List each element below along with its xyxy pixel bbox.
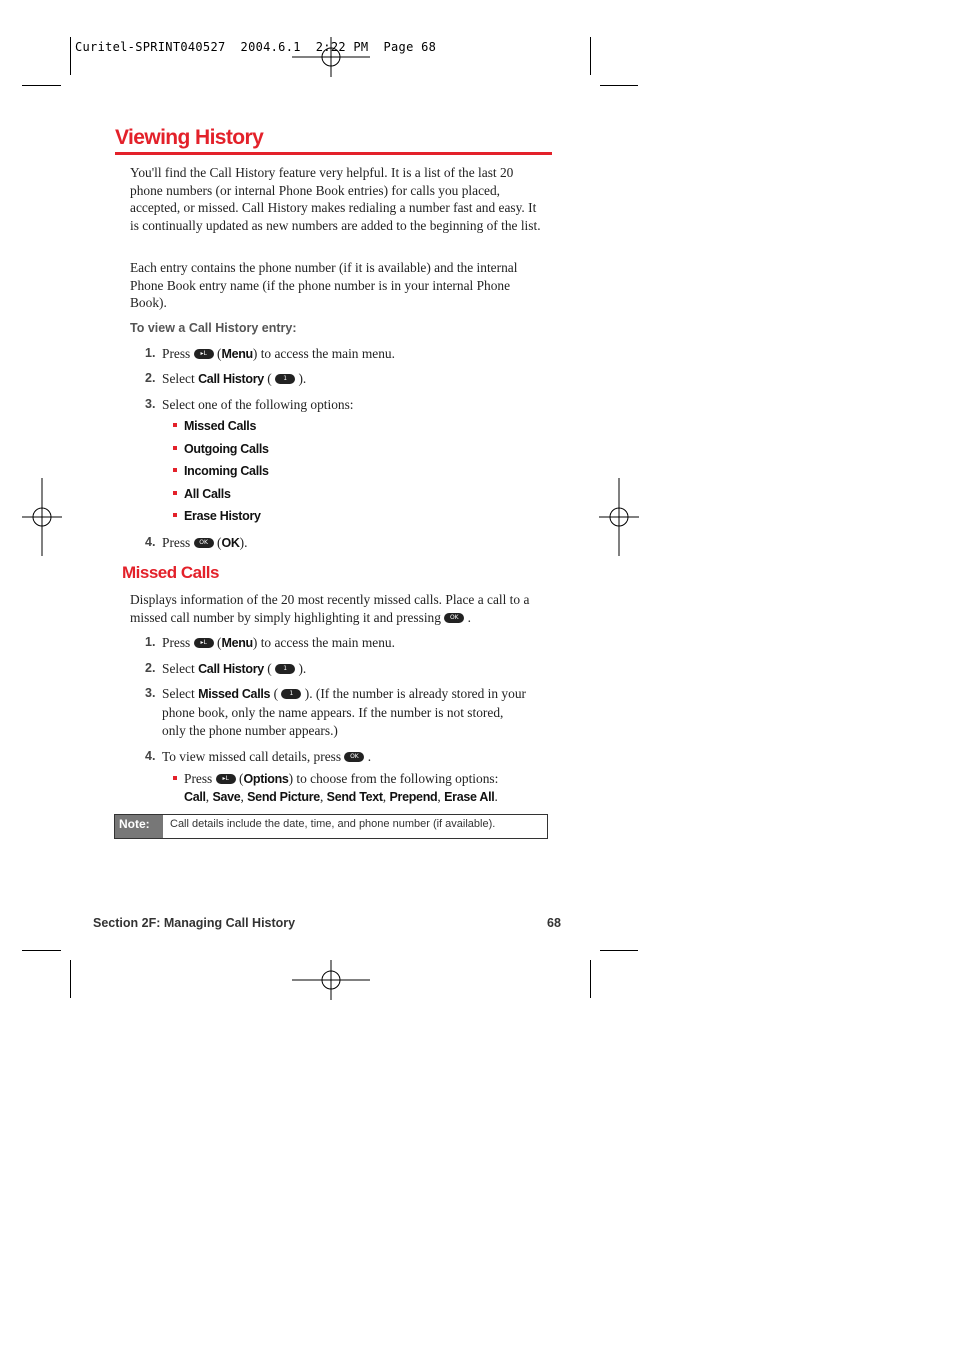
left-softkey-icon: ▸L	[216, 774, 236, 784]
option-item: Incoming Calls	[173, 464, 269, 478]
call-history-label: Call History	[198, 662, 264, 676]
one-key-icon: 1	[275, 374, 295, 384]
menu-label: Menu	[221, 636, 253, 650]
step-number: 2.	[145, 661, 156, 675]
ok-key-icon: OK	[194, 538, 214, 548]
section-intro: Displays information of the 20 most recently missed calls. Place a call to a missed call number by simply highlighting it and pressing OK .	[130, 592, 530, 625]
option-item: Erase History	[173, 509, 261, 523]
left-softkey-icon: ▸L	[194, 638, 214, 648]
note-label: Note:	[115, 815, 163, 838]
step-number: 4.	[145, 749, 156, 763]
step-text: ).	[239, 535, 248, 550]
step-text: phone book, only the name appears. If the number is not stored,	[162, 704, 504, 720]
crop-mark	[22, 85, 61, 86]
step-3: Select one of the following options:	[162, 397, 354, 412]
bullet-icon	[173, 446, 177, 450]
bullet-icon	[173, 423, 177, 427]
step-text: ) to access the main menu.	[252, 635, 395, 650]
step-number: 3.	[145, 397, 156, 411]
step-number: 1.	[145, 346, 156, 360]
choice-save: Save	[212, 790, 241, 804]
choice-send-text: Send Text	[326, 790, 383, 804]
step-2: Select Call History ( 1 ).	[162, 661, 307, 676]
step-text: Press	[162, 635, 191, 650]
step-number: 1.	[145, 635, 156, 649]
crop-mark	[70, 960, 71, 998]
step-text: Select	[162, 686, 195, 701]
choice-prepend: Prepend	[389, 790, 438, 804]
footer-section: Section 2F: Managing Call History	[93, 916, 296, 930]
menu-label: Menu	[221, 347, 253, 361]
left-softkey-icon: ▸L	[194, 349, 214, 359]
page-title: Viewing History	[115, 126, 264, 149]
section-heading: Missed Calls	[122, 563, 219, 582]
crop-mark	[600, 950, 638, 951]
registration-mark-icon	[292, 37, 370, 77]
step-1: Press ▸L (Menu) to access the main menu.	[162, 346, 395, 361]
option-choices: Call, Save, Send Picture, Send Text, Prepend, Erase All.	[184, 789, 498, 804]
options-label: Options	[243, 772, 289, 786]
step-number: 4.	[145, 535, 156, 549]
choice-call: Call	[184, 790, 206, 804]
bullet-icon	[173, 776, 177, 780]
title-rule	[115, 152, 552, 155]
step-4: To view missed call details, press OK .	[162, 749, 372, 764]
crop-mark	[22, 950, 61, 951]
one-key-icon: 1	[281, 689, 301, 699]
bullet-icon	[173, 468, 177, 472]
ok-key-icon: OK	[444, 613, 464, 623]
option-item: Missed Calls	[173, 419, 256, 433]
page-number: 68	[547, 916, 561, 930]
one-key-icon: 1	[275, 664, 295, 674]
step-number: 2.	[145, 371, 156, 385]
registration-mark-icon	[292, 960, 370, 1000]
step-text: Press	[162, 346, 191, 361]
bullet-icon	[173, 491, 177, 495]
bullet-icon	[173, 513, 177, 517]
crop-mark	[590, 960, 591, 998]
options-bullet: Press ▸L (Options) to choose from the following options:	[173, 770, 498, 789]
step-text: To view missed call details, press	[162, 749, 342, 764]
step-4: Press OK (OK).	[162, 535, 248, 550]
intro-paragraph: You'll find the Call History feature very helpful. It is a list of the last 20 phone numbers (or internal Phone Book entries) for calls you placed, accepted, or missed. Call History makes redialing a number fast and easy. It is continually updated as new numbers are added to the beginning of the list.	[130, 165, 541, 233]
step-text: ) to access the main menu.	[252, 346, 395, 361]
procedure-subhead: To view a Call History entry:	[130, 321, 297, 335]
step-1: Press ▸L (Menu) to access the main menu.	[162, 635, 395, 650]
missed-calls-label: Missed Calls	[198, 687, 271, 701]
step-2: Select Call History ( 1 ).	[162, 371, 307, 386]
print-slug: Curitel-SPRINT040527 2004.6.1 2:22 PM Page 68	[75, 40, 437, 54]
intro-paragraph: Each entry contains the phone number (if it is available) and the internal Phone Book entry name (if the phone number is in your internal Phone Book).	[130, 260, 518, 311]
step-3: Select Missed Calls ( 1 ). (If the number is already stored in your phone book, only the name appears. If the number is not stored, only the phone number appears.)	[162, 686, 526, 738]
option-item: Outgoing Calls	[173, 442, 269, 456]
call-history-label: Call History	[198, 372, 264, 386]
option-item: All Calls	[173, 487, 231, 501]
ok-key-icon: OK	[344, 752, 364, 762]
step-text: Select	[162, 371, 195, 386]
ok-label: OK	[221, 536, 240, 550]
choice-send-picture: Send Picture	[247, 790, 320, 804]
step-text: ). (If the number is already stored in your	[304, 686, 526, 701]
crop-mark	[70, 37, 71, 75]
registration-mark-icon	[599, 478, 639, 556]
crop-mark	[590, 37, 591, 75]
choice-erase-all: Erase All	[444, 790, 495, 804]
step-text: only the phone number appears.)	[162, 723, 338, 738]
step-text: Press	[162, 535, 191, 550]
step-number: 3.	[145, 686, 156, 700]
step-text: Select	[162, 661, 195, 676]
note-box	[114, 814, 548, 839]
step-text: ).	[298, 371, 307, 386]
crop-mark	[600, 85, 638, 86]
registration-mark-icon	[22, 478, 62, 556]
note-text: Call details include the date, time, and phone number (if available).	[170, 818, 496, 830]
step-text: ).	[298, 661, 307, 676]
